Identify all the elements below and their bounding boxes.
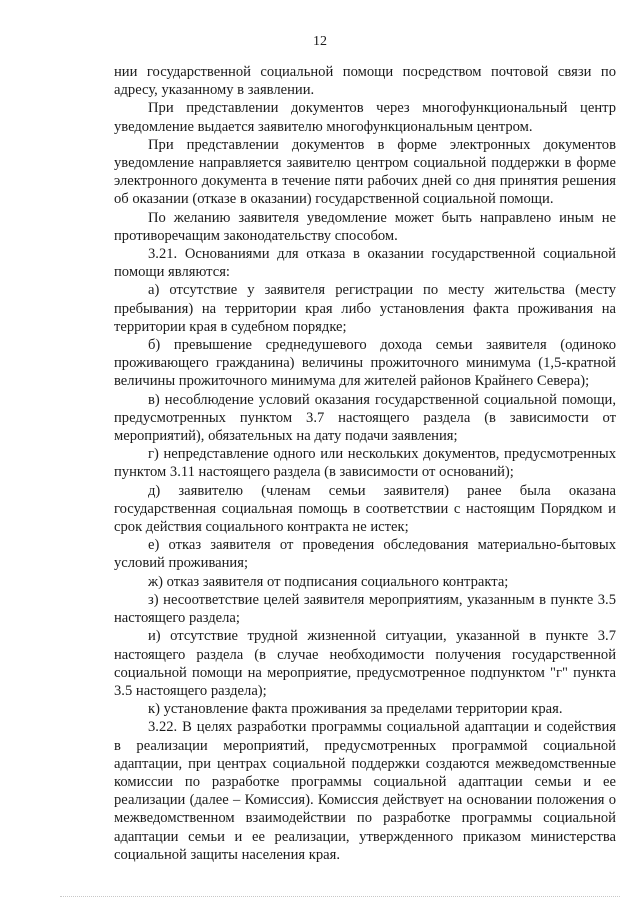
scan-edge-artifact xyxy=(60,896,620,897)
list-item: г) непредставление одного или нескольких документов, предусмотренных пунктом 3.11 настоящего раздела (в зависимости от оснований); xyxy=(114,446,616,481)
list-item: в) несоблюдение условий оказания государственной социальной помощи, предусмотренных пунктом 3.7 настоящего раздела (в зависимости от мероприятий), обязательных на дату подачи заявления; xyxy=(114,391,616,445)
list-item: е) отказ заявителя от проведения обследования материально-бытовых условий проживания; xyxy=(114,537,616,572)
paragraph: При представлении документов через многофункциональный центр уведомление выдается заявителю многофункциональным центром. xyxy=(114,100,616,135)
list-item: к) установление факта проживания за пределами территории края. xyxy=(148,701,563,718)
list-item: з) несоответствие целей заявителя мероприятиям, указанным в пункте 3.5 настоящего раздела; xyxy=(114,591,616,627)
list-item: д) заявителю (членам семьи заявителя) ранее была оказана государственная социальная помощь в соответствии с настоящим Порядком и срок действия социального контракта не истек; xyxy=(114,482,616,536)
list-item: а) отсутствие у заявителя регистрации по месту жительства (месту пребывания) на территории края либо установления факта проживания на территории края в судебном порядке; xyxy=(114,282,616,335)
document-body xyxy=(114,63,616,864)
page-number: 12 xyxy=(313,34,327,49)
paragraph: 3.21. Основаниями для отказа в оказании государственной социальной помощи являются: xyxy=(114,246,616,281)
paragraph: По желанию заявителя уведомление может быть направлено иным не противоречащим законодательству способом. xyxy=(114,209,616,244)
list-item: б) превышение среднедушевого дохода семьи заявителя (одиноко проживающего гражданина) величины прожиточного минимума (1,5-кратной величины прожиточного минимума для жителей районов Крайнего Севера); xyxy=(114,337,616,390)
list-item: ж) отказ заявителя от подписания социального контракта; xyxy=(148,573,509,590)
paragraph: 3.22. В целях разработки программы социальной адаптации и содействия в реализации мероприятий, предусмотренных программой социальной адаптации, при центрах социальной поддержки создаются межведомственные комиссии по разработке программы социальной адаптации семьи и ее реализации (далее – Комиссия). Комиссия действует на основании положения о межведомственном взаимодействии по разработке программы социальной адаптации семьи и ее реализации, утвержденного приказом министерства социальной защиты населения края. xyxy=(114,719,616,863)
paragraph: При представлении документов в форме электронных документов уведомление направляется заявителю центром социальной поддержки в форме электронного документа в течение пяти рабочих дней со дня принятия решения об оказании (отказе в оказании) государственной социальной помощи. xyxy=(114,136,616,208)
paragraph: нии государственной социальной помощи посредством почтовой связи по адресу, указанному в заявлении. xyxy=(114,64,616,99)
list-item: и) отсутствие трудной жизненной ситуации, указанной в пункте 3.7 настоящего раздела (в случае необходимости получения государственной социальной помощи на мероприятие, предусмотренное подпунктом "г" пункта 3.5 настоящего раздела); xyxy=(114,628,616,699)
